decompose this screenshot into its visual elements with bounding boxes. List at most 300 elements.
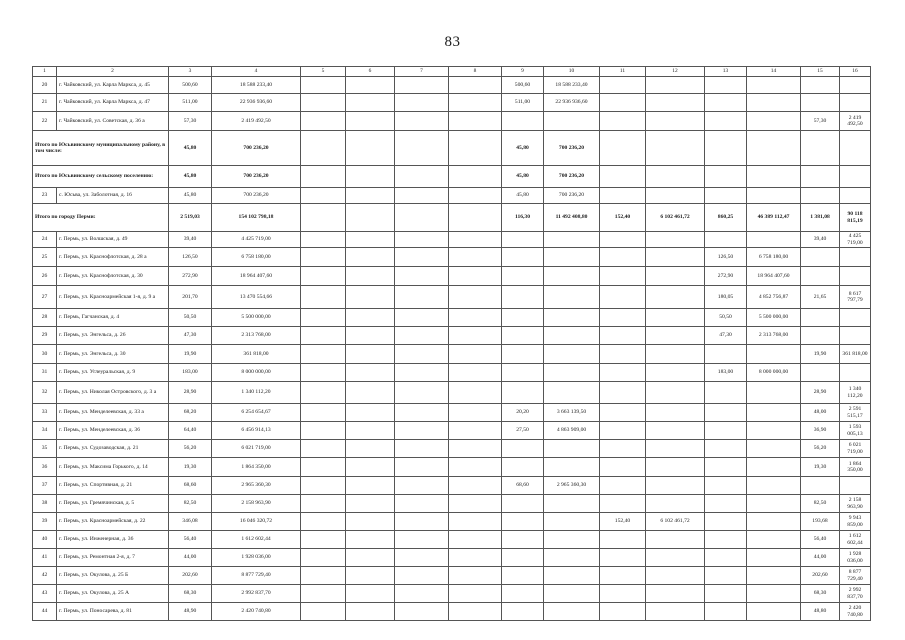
value-cell <box>346 345 395 364</box>
value-cell <box>449 585 502 603</box>
value-cell <box>646 585 705 603</box>
value-cell: 2 420 740,80 <box>840 603 871 621</box>
value-cell: 2 158 963,90 <box>212 495 301 513</box>
row-number-cell: 20 <box>33 77 57 94</box>
value-cell: 126,50 <box>169 248 212 267</box>
value-cell <box>705 477 747 495</box>
value-cell <box>646 422 705 440</box>
total-value-cell: 46 389 112,47 <box>747 204 801 232</box>
value-cell <box>747 567 801 585</box>
row-number-cell: 36 <box>33 458 57 477</box>
address-cell: г. Пермь, ул. Гремячинская, д. 5 <box>57 495 169 513</box>
table-row <box>33 94 871 112</box>
value-cell: 27,50 <box>502 422 544 440</box>
value-cell: 8 617 797,79 <box>840 286 871 309</box>
value-cell <box>600 603 646 621</box>
value-cell <box>301 458 346 477</box>
table-row <box>33 603 871 621</box>
value-cell <box>502 345 544 364</box>
value-cell: 126,50 <box>705 248 747 267</box>
value-cell <box>395 188 449 204</box>
value-cell <box>301 422 346 440</box>
row-number-cell: 23 <box>33 188 57 204</box>
value-cell <box>502 513 544 531</box>
value-cell <box>301 345 346 364</box>
subtotal-row <box>33 166 871 188</box>
value-cell: 8 877 729,40 <box>840 567 871 585</box>
column-number-14: 14 <box>747 67 801 77</box>
row-number-cell: 29 <box>33 327 57 345</box>
value-cell: 1 864 350,00 <box>840 458 871 477</box>
value-cell <box>395 248 449 267</box>
row-number-cell: 41 <box>33 549 57 567</box>
value-cell <box>346 248 395 267</box>
value-cell <box>544 440 600 458</box>
value-cell: 18 964 407,60 <box>212 267 301 286</box>
total-value-cell <box>600 131 646 166</box>
value-cell <box>600 364 646 382</box>
value-cell <box>449 77 502 94</box>
value-cell: 36,90 <box>801 422 840 440</box>
row-number-cell: 40 <box>33 531 57 549</box>
address-cell: г. Пермь, ул. Краснофлотская, д. 28 а <box>57 248 169 267</box>
total-value-cell: 45,80 <box>169 166 212 188</box>
value-cell <box>801 364 840 382</box>
value-cell: 6 021 719,00 <box>840 440 871 458</box>
value-cell <box>502 364 544 382</box>
value-cell <box>600 495 646 513</box>
total-value-cell <box>747 166 801 188</box>
value-cell: 193,68 <box>801 513 840 531</box>
value-cell <box>600 232 646 248</box>
value-cell: 2 591 515,17 <box>840 404 871 422</box>
total-value-cell: 2 519,03 <box>169 204 212 232</box>
value-cell: 511,00 <box>502 94 544 112</box>
value-cell <box>544 267 600 286</box>
value-cell <box>395 440 449 458</box>
value-cell: 5 500 000,00 <box>747 309 801 327</box>
value-cell: 45,80 <box>502 188 544 204</box>
value-cell: 57,30 <box>801 112 840 131</box>
value-cell <box>346 188 395 204</box>
value-cell: 1 340 112,20 <box>840 382 871 404</box>
column-number-1: 1 <box>33 67 57 77</box>
address-cell: г. Пермь, ул. Краснофлотская, д. 30 <box>57 267 169 286</box>
value-cell: 201,70 <box>169 286 212 309</box>
value-cell <box>747 513 801 531</box>
value-cell <box>301 77 346 94</box>
value-cell <box>449 404 502 422</box>
value-cell: 9 943 859,00 <box>840 513 871 531</box>
total-value-cell <box>395 131 449 166</box>
value-cell <box>705 382 747 404</box>
value-cell <box>301 232 346 248</box>
value-cell <box>747 345 801 364</box>
value-cell <box>346 267 395 286</box>
value-cell: 56,40 <box>169 531 212 549</box>
value-cell <box>449 345 502 364</box>
row-number-cell: 34 <box>33 422 57 440</box>
value-cell <box>646 477 705 495</box>
value-cell <box>840 77 871 94</box>
value-cell <box>600 440 646 458</box>
value-cell <box>646 267 705 286</box>
table-row <box>33 364 871 382</box>
value-cell <box>544 567 600 585</box>
value-cell <box>646 567 705 585</box>
value-cell: 16 046 320,72 <box>212 513 301 531</box>
value-cell <box>502 495 544 513</box>
value-cell <box>646 603 705 621</box>
value-cell <box>705 495 747 513</box>
value-cell: 511,00 <box>169 94 212 112</box>
value-cell: 180,05 <box>705 286 747 309</box>
value-cell <box>705 77 747 94</box>
value-cell <box>301 513 346 531</box>
value-cell <box>346 232 395 248</box>
value-cell: 50,50 <box>169 309 212 327</box>
value-cell <box>600 345 646 364</box>
value-cell <box>747 422 801 440</box>
value-cell: 1 928 036,00 <box>840 549 871 567</box>
value-cell <box>301 364 346 382</box>
row-number-cell: 37 <box>33 477 57 495</box>
value-cell <box>395 567 449 585</box>
value-cell <box>301 477 346 495</box>
total-value-cell <box>705 131 747 166</box>
total-value-cell <box>395 204 449 232</box>
value-cell <box>801 309 840 327</box>
value-cell <box>747 458 801 477</box>
table-body <box>33 77 871 621</box>
value-cell: 346,08 <box>169 513 212 531</box>
value-cell <box>544 309 600 327</box>
table-row <box>33 404 871 422</box>
table-row <box>33 267 871 286</box>
value-cell: 22 936 936,60 <box>212 94 301 112</box>
value-cell: 13 470 554,66 <box>212 286 301 309</box>
table-row <box>33 513 871 531</box>
total-value-cell <box>301 131 346 166</box>
value-cell <box>346 549 395 567</box>
value-cell: 18 588 233,40 <box>544 77 600 94</box>
address-cell: г. Пермь, Гагчанская, д. 4 <box>57 309 169 327</box>
value-cell <box>646 549 705 567</box>
value-cell <box>544 248 600 267</box>
table-row <box>33 248 871 267</box>
value-cell: 28,90 <box>169 382 212 404</box>
table-row <box>33 327 871 345</box>
value-cell <box>395 364 449 382</box>
row-number-cell: 27 <box>33 286 57 309</box>
value-cell <box>346 477 395 495</box>
value-cell: 57,30 <box>169 112 212 131</box>
total-value-cell <box>449 131 502 166</box>
value-cell <box>544 495 600 513</box>
value-cell: 152,40 <box>600 513 646 531</box>
value-cell <box>600 248 646 267</box>
row-number-cell: 38 <box>33 495 57 513</box>
row-number-cell: 31 <box>33 364 57 382</box>
value-cell <box>346 531 395 549</box>
value-cell <box>502 267 544 286</box>
value-cell <box>544 382 600 404</box>
value-cell <box>600 477 646 495</box>
row-number-cell: 26 <box>33 267 57 286</box>
value-cell: 6 758 180,00 <box>747 248 801 267</box>
value-cell <box>544 531 600 549</box>
value-cell: 5 500 000,00 <box>212 309 301 327</box>
value-cell <box>449 549 502 567</box>
value-cell <box>346 567 395 585</box>
value-cell <box>747 77 801 94</box>
value-cell <box>801 477 840 495</box>
value-cell <box>747 549 801 567</box>
table-row <box>33 440 871 458</box>
value-cell: 1 928 036,00 <box>212 549 301 567</box>
address-cell: г. Пермь, ул. Энгельса, д. 26 <box>57 327 169 345</box>
address-cell: г. Пермь, ул. Окулова, д. 25 А <box>57 585 169 603</box>
address-cell: г. Пермь, ул. Николая Островского, д. 3 а <box>57 382 169 404</box>
address-cell: г. Чайковский, ул. Советская, д. 36 а <box>57 112 169 131</box>
value-cell: 2 419 492,50 <box>840 112 871 131</box>
value-cell: 56,40 <box>801 531 840 549</box>
value-cell <box>502 112 544 131</box>
value-cell <box>346 309 395 327</box>
total-value-cell <box>395 166 449 188</box>
address-cell: г. Пермь, ул. Судозаводская, д. 21 <box>57 440 169 458</box>
value-cell: 56,20 <box>801 440 840 458</box>
value-cell <box>646 458 705 477</box>
value-cell: 8 000 000,00 <box>212 364 301 382</box>
value-cell <box>449 567 502 585</box>
total-value-cell <box>840 131 871 166</box>
value-cell <box>346 458 395 477</box>
table-row <box>33 422 871 440</box>
value-cell <box>346 495 395 513</box>
value-cell <box>301 309 346 327</box>
value-cell <box>705 188 747 204</box>
value-cell: 28,90 <box>801 382 840 404</box>
value-cell <box>346 286 395 309</box>
value-cell <box>747 495 801 513</box>
value-cell <box>646 531 705 549</box>
value-cell: 202,60 <box>801 567 840 585</box>
value-cell: 4 425 719,00 <box>212 232 301 248</box>
value-cell: 82,50 <box>801 495 840 513</box>
value-cell <box>646 77 705 94</box>
address-cell: с. Юсьва, ул. Заболотная, д. 16 <box>57 188 169 204</box>
value-cell <box>395 94 449 112</box>
row-number-cell: 21 <box>33 94 57 112</box>
value-cell: 39,40 <box>169 232 212 248</box>
total-value-cell <box>801 166 840 188</box>
value-cell: 183,00 <box>169 364 212 382</box>
value-cell <box>600 94 646 112</box>
value-cell <box>449 232 502 248</box>
value-cell: 50,50 <box>705 309 747 327</box>
value-cell <box>395 495 449 513</box>
value-cell <box>544 232 600 248</box>
value-cell <box>544 345 600 364</box>
value-cell: 68,30 <box>801 585 840 603</box>
total-value-cell <box>801 131 840 166</box>
table-row <box>33 495 871 513</box>
value-cell <box>449 248 502 267</box>
value-cell <box>502 382 544 404</box>
value-cell: 2 419 492,50 <box>212 112 301 131</box>
value-cell <box>705 458 747 477</box>
value-cell <box>646 495 705 513</box>
value-cell <box>449 603 502 621</box>
value-cell <box>395 382 449 404</box>
value-cell <box>502 585 544 603</box>
address-cell: г. Пермь, ул. Поносарева, д. 81 <box>57 603 169 621</box>
value-cell <box>502 549 544 567</box>
value-cell: 183,00 <box>705 364 747 382</box>
value-cell <box>646 440 705 458</box>
value-cell: 6 102 461,72 <box>646 513 705 531</box>
value-cell <box>395 404 449 422</box>
column-number-15: 15 <box>801 67 840 77</box>
address-cell: г. Пермь, ул. Менделеевская, д. 36 <box>57 422 169 440</box>
column-number-5: 5 <box>301 67 346 77</box>
value-cell <box>801 248 840 267</box>
total-label-cell: Итого по Юсьвинскому сельскому поселению: <box>33 166 169 188</box>
value-cell: 2 313 768,00 <box>747 327 801 345</box>
value-cell <box>544 364 600 382</box>
total-value-cell: 45,80 <box>502 131 544 166</box>
value-cell <box>705 345 747 364</box>
value-cell <box>705 603 747 621</box>
total-value-cell: 700 236,20 <box>212 131 301 166</box>
value-cell <box>449 495 502 513</box>
value-cell <box>346 382 395 404</box>
value-cell: 2 965 360,30 <box>212 477 301 495</box>
value-cell <box>646 112 705 131</box>
value-cell <box>449 309 502 327</box>
value-cell: 4 852 756,87 <box>747 286 801 309</box>
value-cell <box>395 286 449 309</box>
row-number-cell: 44 <box>33 603 57 621</box>
total-value-cell: 90 118 815,19 <box>840 204 871 232</box>
value-cell: 48,80 <box>801 603 840 621</box>
value-cell <box>840 94 871 112</box>
value-cell <box>600 327 646 345</box>
value-cell <box>449 364 502 382</box>
value-cell: 2 992 837,70 <box>212 585 301 603</box>
value-cell <box>395 112 449 131</box>
value-cell: 68,30 <box>169 585 212 603</box>
value-cell <box>346 603 395 621</box>
value-cell: 202,60 <box>169 567 212 585</box>
value-cell: 47,30 <box>705 327 747 345</box>
total-value-cell: 152,40 <box>600 204 646 232</box>
value-cell <box>502 327 544 345</box>
column-number-11: 11 <box>600 67 646 77</box>
value-cell <box>747 94 801 112</box>
value-cell: 2 965 360,30 <box>544 477 600 495</box>
value-cell <box>840 309 871 327</box>
value-cell <box>449 94 502 112</box>
value-cell <box>544 603 600 621</box>
value-cell: 21,65 <box>801 286 840 309</box>
value-cell <box>747 440 801 458</box>
value-cell <box>747 404 801 422</box>
value-cell <box>801 267 840 286</box>
value-cell <box>600 309 646 327</box>
value-cell <box>395 77 449 94</box>
value-cell: 361 818,00 <box>212 345 301 364</box>
table-row <box>33 567 871 585</box>
value-cell <box>502 286 544 309</box>
value-cell: 20,20 <box>502 404 544 422</box>
row-number-cell: 32 <box>33 382 57 404</box>
total-value-cell <box>346 131 395 166</box>
value-cell: 361 818,00 <box>840 345 871 364</box>
total-value-cell: 700 236,20 <box>544 166 600 188</box>
total-value-cell: 700 236,20 <box>544 131 600 166</box>
value-cell <box>600 267 646 286</box>
value-cell <box>600 549 646 567</box>
address-cell: г. Пермь, ул. Красноармейская 1-я, д. 9 а <box>57 286 169 309</box>
value-cell <box>301 286 346 309</box>
value-cell: 2 158 963,90 <box>840 495 871 513</box>
total-value-cell <box>705 166 747 188</box>
value-cell <box>646 345 705 364</box>
value-cell: 272,90 <box>705 267 747 286</box>
column-number-10: 10 <box>544 67 600 77</box>
address-cell: г. Пермь, ул. Окулова, д. 25 Б <box>57 567 169 585</box>
value-cell <box>747 585 801 603</box>
value-cell <box>301 531 346 549</box>
value-cell <box>449 458 502 477</box>
value-cell <box>301 94 346 112</box>
total-value-cell <box>646 166 705 188</box>
value-cell <box>747 232 801 248</box>
value-cell <box>544 513 600 531</box>
value-cell <box>301 404 346 422</box>
address-cell: г. Пермь, ул. Максима Горького, д. 14 <box>57 458 169 477</box>
table-row <box>33 345 871 364</box>
total-value-cell <box>346 204 395 232</box>
row-number-cell: 35 <box>33 440 57 458</box>
row-number-cell: 39 <box>33 513 57 531</box>
value-cell <box>747 188 801 204</box>
total-value-cell: 154 102 798,18 <box>212 204 301 232</box>
table-row <box>33 531 871 549</box>
row-number-cell: 33 <box>33 404 57 422</box>
table-row <box>33 188 871 204</box>
value-cell: 19,90 <box>801 345 840 364</box>
value-cell <box>395 345 449 364</box>
value-cell <box>346 364 395 382</box>
value-cell <box>705 94 747 112</box>
value-cell: 56,20 <box>169 440 212 458</box>
column-number-2: 2 <box>57 67 169 77</box>
value-cell <box>301 495 346 513</box>
value-cell <box>646 327 705 345</box>
address-cell: г. Чайковский, ул. Карла Маркса, д. 45 <box>57 77 169 94</box>
table-row <box>33 382 871 404</box>
value-cell <box>705 531 747 549</box>
value-cell <box>502 440 544 458</box>
value-cell <box>705 585 747 603</box>
value-cell <box>449 286 502 309</box>
value-cell <box>747 531 801 549</box>
value-cell: 500,60 <box>502 77 544 94</box>
value-cell <box>301 112 346 131</box>
